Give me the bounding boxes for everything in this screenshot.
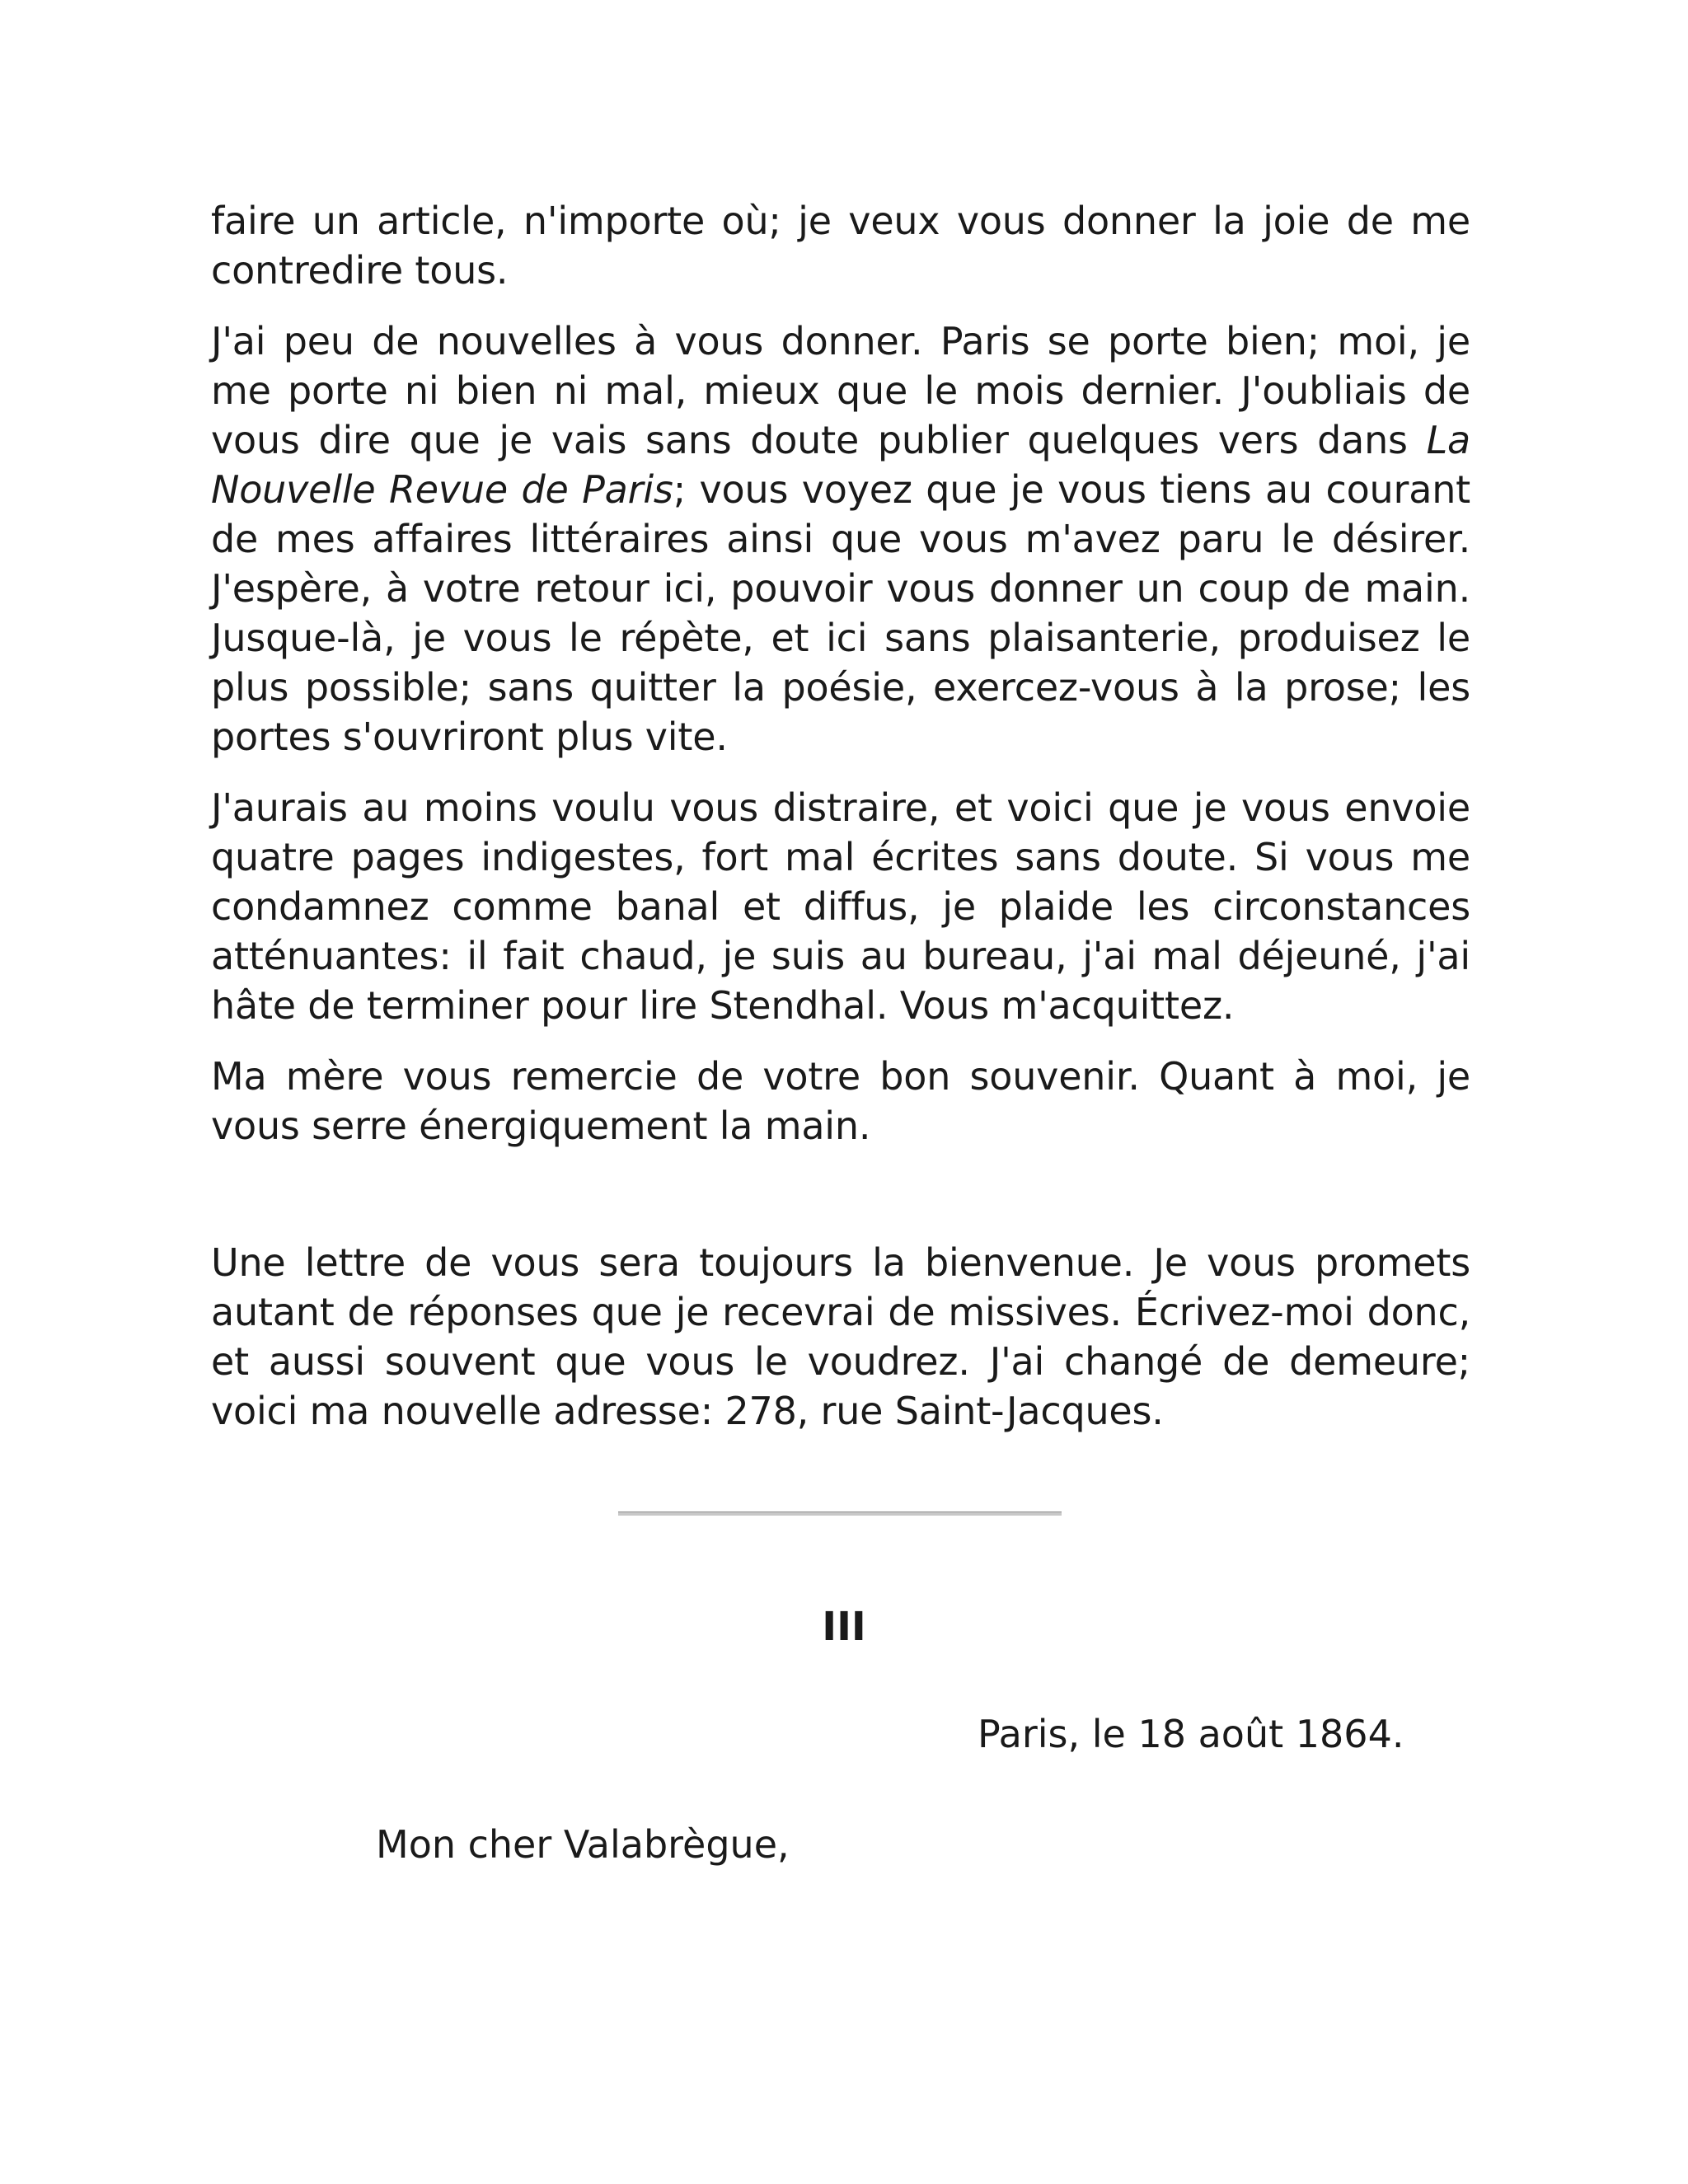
paragraph-2-text-end: ; vous voyez que je vous tiens au courant de mes affaires littéraires ainsi que vous m'avez paru le désirer. J'espère, à votre retour ici, pouvoir vous donner un coup de main. Jusque-là, je vous le répète, et ici sans plaisanterie, produisez le plus possible; sans quitter la poésie, exercez-vous à la prose; les portes s'ouvriront plus vite. xyxy=(211,467,1470,759)
letter-body xyxy=(211,196,1470,1457)
journal-title: La Nouvelle Revue de Paris xyxy=(211,418,1470,512)
chapter-heading: III xyxy=(822,1604,866,1650)
paragraph-5: Une lettre de vous sera toujours la bienvenue. Je vous promets autant de réponses que je recevrai de missives. Écrivez-moi donc, et aussi souvent que vous le voudrez. J'ai changé de demeure; voici ma nouvelle adresse: 278, rue Saint-Jacques. xyxy=(211,1240,1470,1433)
paragraph-2 xyxy=(211,316,1470,762)
letter-dateline: Paris, le 18 août 1864. xyxy=(978,1712,1404,1756)
paragraph-1: faire un article, n'importe où; je veux vous donner la joie de me contredire tous. xyxy=(211,199,1470,293)
paragraph-3: J'aurais au moins voulu vous distraire, et voici que je vous envoie quatre pages indigestes, fort mal écrites sans doute. Si vous me condamnez comme banal et diffus, je plaide les circonstances atténuantes: il fait chaud, je suis au bureau, j'ai mal déjeuné, j'ai hâte de terminer pour lire Stendhal. Vous m'acquittez. xyxy=(211,785,1470,1028)
section-divider xyxy=(618,1511,1062,1516)
paragraph-2-text-start: J'ai peu de nouvelles à vous donner. Paris se porte bien; moi, je me porte ni bien ni mal, mieux que le mois dernier. J'oubliais de vous dire que je vais sans doute publier quelques vers dans xyxy=(211,319,1470,462)
letter-salutation: Mon cher Valabrègue, xyxy=(376,1822,790,1867)
paragraph-4: Ma mère vous remercie de votre bon souvenir. Quant à moi, je vous serre énergiquement la main. xyxy=(211,1054,1470,1148)
